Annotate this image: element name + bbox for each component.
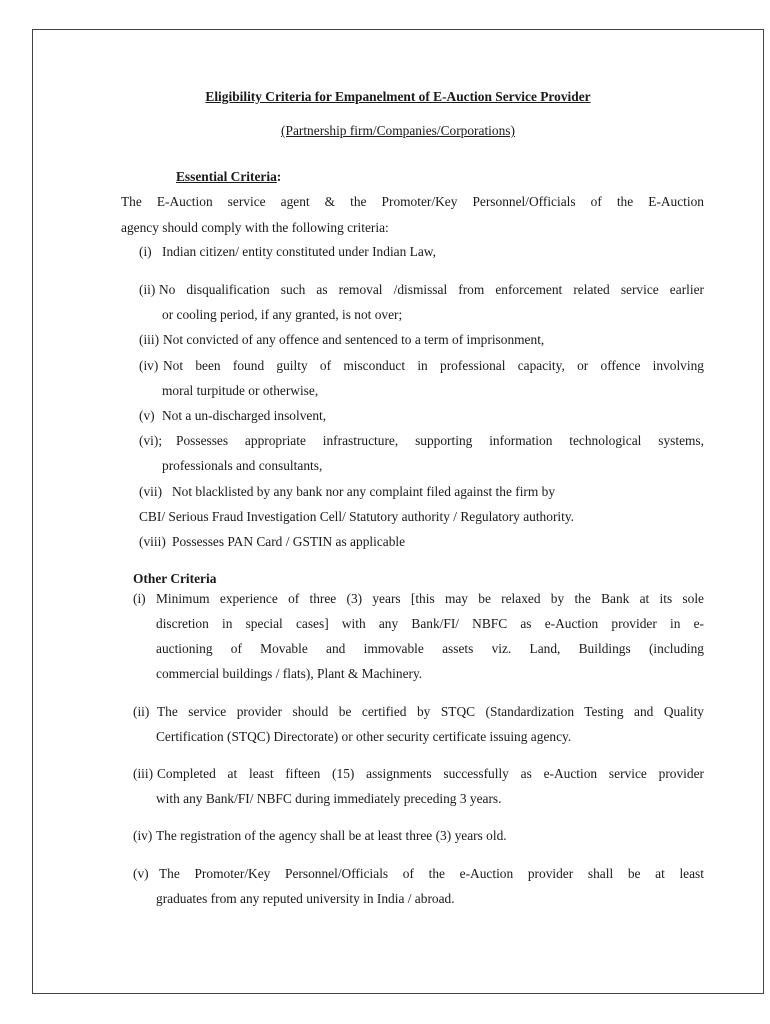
other-item-3-number: (iii) bbox=[133, 766, 154, 781]
essential-intro-line-1: The E-Auction service agent & the Promoter/Key Personnel/Officials of the E-Auction bbox=[121, 194, 704, 209]
essential-item-1-line-1: Indian citizen/ entity constituted under Indian Law, bbox=[162, 244, 436, 259]
essential-item-2-number: (ii) bbox=[139, 282, 156, 297]
essential-heading-colon: : bbox=[276, 169, 282, 184]
other-item-5-number: (v) bbox=[133, 866, 149, 881]
essential-item-5-number: (v) bbox=[139, 408, 155, 423]
essential-item-7-line-2: CBI/ Serious Fraud Investigation Cell/ Statutory authority / Regulatory authority. bbox=[139, 509, 575, 524]
other-item-1-line-1: Minimum experience of three (3) years [this may be relaxed by the Bank at its sole bbox=[156, 591, 704, 606]
other-item-2-line-1: The service provider should be certified by STQC (Standardization Testing and Quality bbox=[157, 704, 704, 719]
other-item-2-number: (ii) bbox=[133, 704, 150, 719]
essential-item-4-line-2: moral turpitude or otherwise, bbox=[162, 383, 319, 398]
other-item-3-line-1: Completed at least fifteen (15) assignments successfully as e-Auction service provider bbox=[157, 766, 704, 781]
other-item-3-line-2: with any Bank/FI/ NBFC during immediately preceding 3 years. bbox=[156, 791, 502, 806]
essential-item-6-line-2: professionals and consultants, bbox=[162, 458, 323, 473]
other-item-4-line-1: The registration of the agency shall be at least three (3) years old. bbox=[156, 828, 507, 843]
other-item-1-line-4: commercial buildings / flats), Plant & Machinery. bbox=[156, 666, 423, 681]
essential-item-5-line-1: Not a un-discharged insolvent, bbox=[162, 408, 327, 423]
essential-item-6-number: (vi); bbox=[139, 433, 163, 448]
other-criteria-heading: Other Criteria bbox=[133, 571, 217, 586]
other-item-4-number: (iv) bbox=[133, 828, 153, 843]
essential-item-3-line-1: Not convicted of any offence and sentenced to a term of imprisonment, bbox=[163, 332, 545, 347]
other-item-5-line-2: graduates from any reputed university in India / abroad. bbox=[156, 891, 455, 906]
essential-item-2-line-1: No disqualification such as removal /dismissal from enforcement related service earlier bbox=[159, 282, 704, 297]
page-title: Eligibility Criteria for Empanelment of E-Auction Service Provider bbox=[205, 89, 591, 104]
essential-item-1-number: (i) bbox=[139, 244, 152, 259]
other-item-5-line-1: The Promoter/Key Personnel/Officials of the e-Auction provider shall be at least bbox=[159, 866, 704, 881]
essential-heading-text: Essential Criteria bbox=[176, 169, 277, 184]
other-item-1-line-2: discretion in special cases] with any Bank/FI/ NBFC as e-Auction provider in e- bbox=[156, 616, 704, 631]
other-item-1-line-3: auctioning of Movable and immovable assets viz. Land, Buildings (including bbox=[156, 641, 704, 656]
essential-item-4-line-1: Not been found guilty of misconduct in professional capacity, or offence involving bbox=[163, 358, 704, 373]
essential-item-8-line-1: Possesses PAN Card / GSTIN as applicable bbox=[172, 534, 406, 549]
essential-item-2-line-2: or cooling period, if any granted, is not over; bbox=[162, 307, 403, 322]
essential-criteria-heading bbox=[176, 168, 281, 186]
essential-item-4-number: (iv) bbox=[139, 358, 159, 373]
other-item-1-number: (i) bbox=[133, 591, 146, 606]
page-subtitle: (Partnership firm/Companies/Corporations) bbox=[281, 123, 515, 138]
essential-item-3-number: (iii) bbox=[139, 332, 160, 347]
document-page bbox=[32, 29, 764, 994]
essential-item-7-number: (vii) bbox=[139, 484, 163, 499]
essential-intro-line-2: agency should comply with the following criteria: bbox=[121, 220, 389, 235]
other-item-2-line-2: Certification (STQC) Directorate) or other security certificate issuing agency. bbox=[156, 729, 572, 744]
essential-item-8-number: (viii) bbox=[139, 534, 166, 549]
essential-item-6-line-1: Possesses appropriate infrastructure, supporting information technological systems, bbox=[176, 433, 704, 448]
essential-item-7-line-1: Not blacklisted by any bank nor any complaint filed against the firm by bbox=[172, 484, 556, 499]
